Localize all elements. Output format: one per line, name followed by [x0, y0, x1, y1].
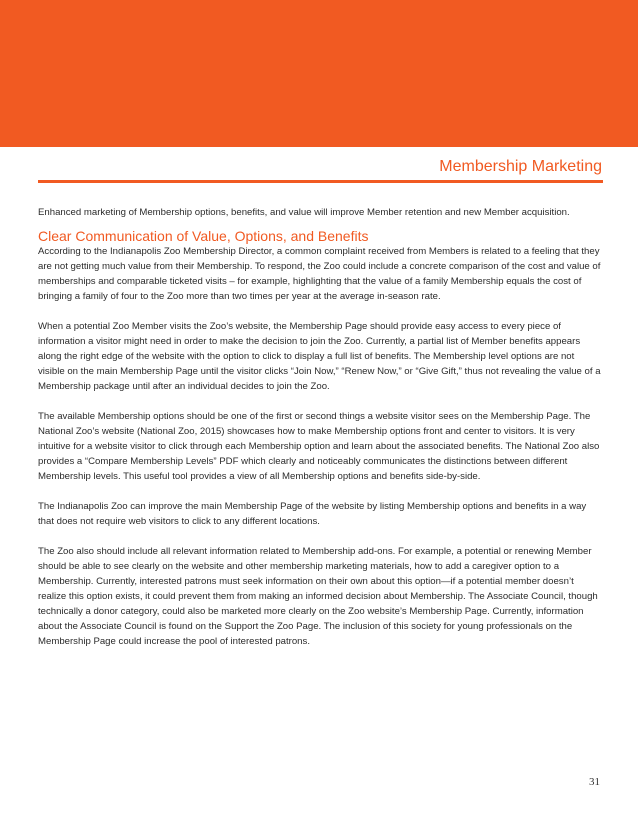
- paragraph-website-visit: When a potential Zoo Member visits the Zoo’s website, the Membership Page should provide easy access to every piece of information a visitor might need in order to make the decision to join the Zoo. Currently, a partial list of Member benefits appears along the right edge of the website with the option to click to display a full list of benefits. The Membership level options are not visible on the main Membership Page until the visitor clicks “Join Now,” “Renew Now,” or “Give Gift,” thus not revealing the value of a Membership package until after an individual decides to join the Zoo.: [38, 321, 601, 392]
- paragraph-membership-options: The available Membership options should be one of the first or second things a website visitor sees on the Membership Page. The National Zoo’s website (National Zoo, 2015) showcases how to make Membership options front and center to visitors. It is very intuitive for a website visitor to click through each Membership option and learn about the associated benefits. The National Zoo also provides a “Compare Membership Levels” PDF which clearly and noticeably communicates the distinctions between different Membership levels. This useful tool provides a view of all Membership options and benefits side-by-side.: [38, 411, 600, 482]
- page-number: 31: [589, 776, 600, 788]
- header-banner: [0, 0, 638, 147]
- intro-paragraph: Enhanced marketing of Membership options, benefits, and value will improve Member retention and new Member acquisition.: [38, 207, 570, 218]
- title-divider: [38, 180, 603, 183]
- paragraph-improve-page: The Indianapolis Zoo can improve the main Membership Page of the website by listing Membership options and benefits in a way that does not require web visitors to click to any different locations.: [38, 501, 587, 527]
- paragraph-add-ons: The Zoo also should include all relevant information related to Membership add-ons. For example, a potential or renewing Member should be able to see clearly on the website and other membership marketing materials, how to add a caregiver option to a Membership. Currently, interested patrons must seek information on their own about this option—if a potential member doesn’t realize this option exists, it could prevent them from making an informed decision about Membership. The Associate Council, though technically a donor category, could also be marketed more clearly on the Zoo website’s Membership Page. Currently, information about the Associate Council is found on the Support the Zoo Page. The inclusion of this society for young professionals on the Membership Page could increase the pool of interested patrons.: [38, 546, 598, 647]
- paragraph-value: According to the Indianapolis Zoo Membership Director, a common complaint received from Members is related to a feeling that they are not getting much value from their Membership. To respond, the Zoo could include a concrete comparison of the cost and value of memberships and comparable ticketed visits – for example, highlighting that the value of a family Membership equals the cost of bringing a family of four to the Zoo more than two times per year at the average in-season rate.: [38, 246, 601, 302]
- section-title: Membership Marketing: [439, 158, 602, 175]
- main-content: [38, 205, 603, 664]
- subheading: Clear Communication of Value, Options, and Benefits: [38, 228, 369, 244]
